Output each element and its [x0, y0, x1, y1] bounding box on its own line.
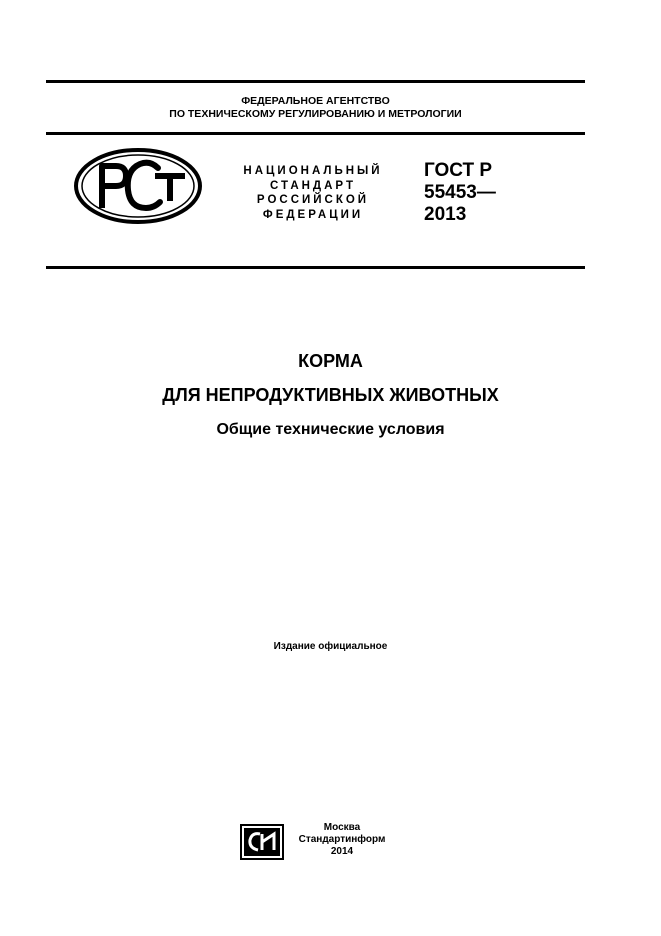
gost-line-2: 55453—	[424, 182, 496, 203]
publisher-year: 2014	[330, 846, 354, 857]
national-standard-line-2: СТАНДАРТ	[270, 179, 356, 192]
agency-header	[46, 95, 585, 121]
gost-designation	[424, 160, 496, 226]
document-title-line-2: ДЛЯ НЕПРОДУКТИВНЫХ ЖИВОТНЫХ	[162, 385, 499, 405]
bottom-header-rule	[46, 266, 585, 269]
national-standard-line-1: НАЦИОНАЛЬНЫЙ	[243, 165, 383, 177]
rst-certification-logo-icon	[72, 146, 204, 226]
agency-line-2: ПО ТЕХНИЧЕСКОМУ РЕГУЛИРОВАНИЮ И МЕТРОЛОГИИ	[169, 108, 462, 120]
national-standard-label	[228, 164, 398, 222]
national-standard-line-3: РОССИЙСКОЙ	[256, 194, 370, 206]
gost-line-3: 2013	[424, 204, 467, 225]
document-title-line-1: КОРМА	[298, 351, 363, 371]
header-rule	[46, 132, 585, 135]
publisher-city: Москва	[323, 822, 361, 833]
national-standard-line-4: ФЕДЕРАЦИИ	[262, 208, 364, 221]
document-subtitle: Общие технические условия	[216, 421, 445, 438]
publisher-name: Стандартинформ	[298, 834, 386, 845]
agency-line-1: ФЕДЕРАЛЬНОЕ АГЕНТСТВО	[241, 95, 390, 107]
publisher-info	[292, 822, 392, 858]
top-rule	[46, 80, 585, 83]
edition-label: Издание официальное	[273, 641, 388, 652]
standartinform-logo-icon	[240, 824, 284, 860]
gost-line-1: ГОСТ Р	[424, 160, 493, 181]
